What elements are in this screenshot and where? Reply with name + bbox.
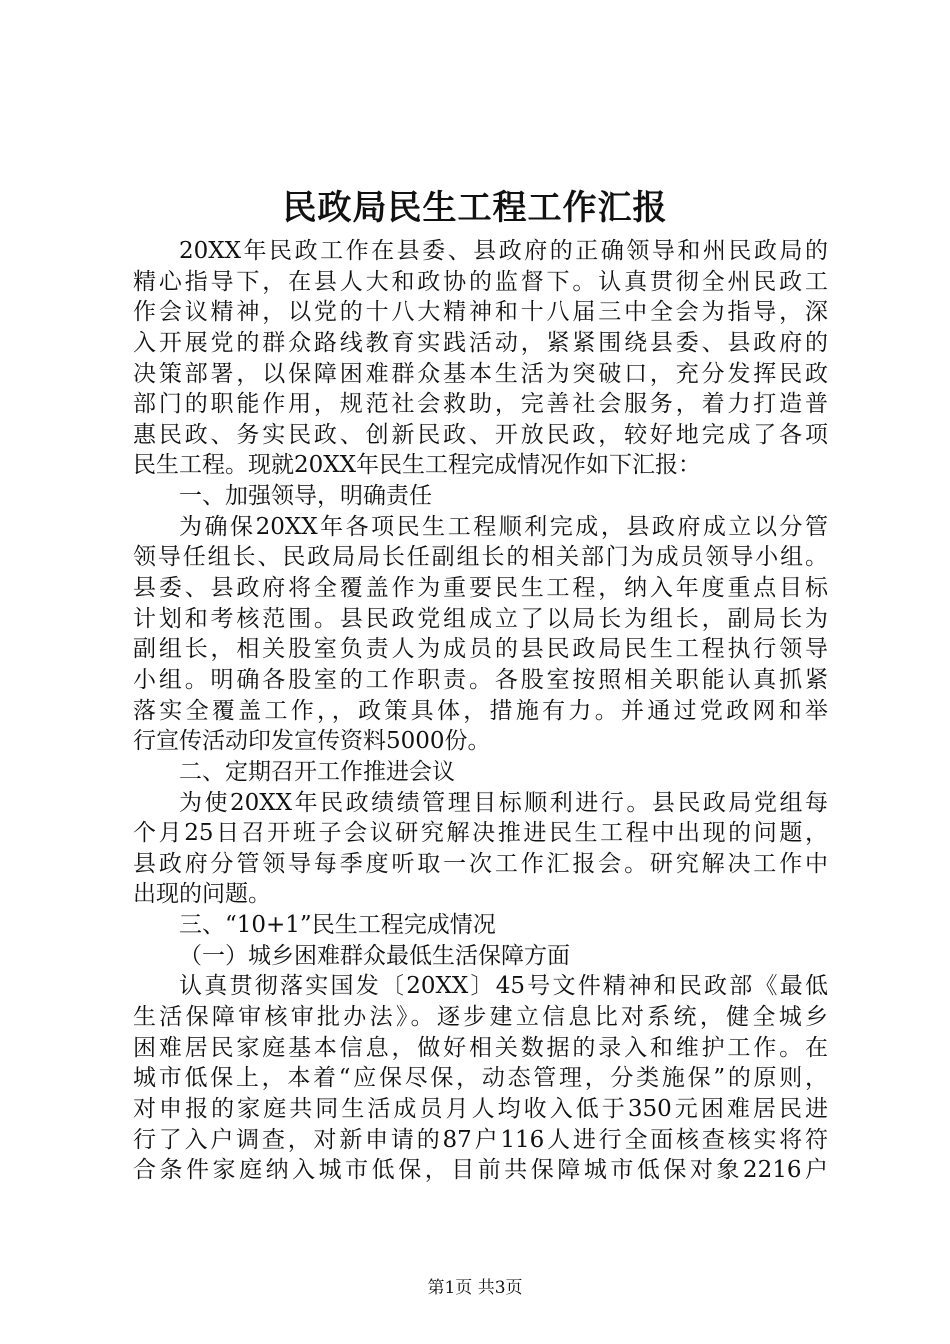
text-line: 作会议精神，以党的十八大精神和十八届三中全会为指导，深 [133,299,828,326]
text-line: 20XX年民政工作在县委、县政府的正确领导和州民政局的 [179,238,828,264]
text-line: 为确保20XX年各项民生工程顺利完成，县政府成立以分管 [179,513,828,540]
text-line: 城市低保上，本着“应保尽保，动态管理，分类施保”的原则， [133,1065,828,1092]
text-line: 为使20XX年民政绩绩管理目标顺利进行。县民政局党组每 [179,789,828,816]
text-line: 小组。明确各股室的工作职责。各股室按照相关职能认真抓紧 [133,666,828,693]
text-line: 计划和考核范围。县民政党组成立了以局长为组长，副局长为 [133,605,828,632]
text-line: 对申报的家庭共同生活成员月人均收入低于350元困难居民进 [133,1095,828,1122]
section-heading: 二、定期召开工作推进会议 [179,758,455,785]
text-line: 领导任组长、民政局局长任副组长的相关部门为成员领导小组。 [133,544,828,571]
text-line: 个月25日召开班子会议研究解决推进民生工程中出现的问题， [133,820,828,847]
text-line: 认真贯彻落实国发〔20XX〕45号文件精神和民政部《最低 [179,973,828,1000]
subsection-heading: （一）城乡困难群众最低生活保障方面 [179,942,570,969]
text-line: 行宣传活动印发宣传资料5000份。 [133,728,491,755]
text-line: 惠民政、务实民政、创新民政、开放民政，较好地完成了各项 [133,421,828,448]
text-line: 行了入户调查，对新申请的87户116人进行全面核查核实将符 [133,1126,828,1153]
document-body [133,236,828,1186]
text-line: 县委、县政府将全覆盖作为重要民生工程，纳入年度重点目标 [133,575,828,602]
text-line: 生活保障审核审批办法》。逐步建立信息比对系统，健全城乡 [133,1004,828,1031]
text-line: 合条件家庭纳入城市低保，目前共保障城市低保对象2216户 [133,1157,828,1184]
text-line: 民生工程。现就20XX年民生工程完成情况作如下汇报： [133,452,702,479]
section-heading: 三、“10+1”民生工程完成情况 [179,912,496,939]
text-line: 入开展党的群众路线教育实践活动，紧紧围绕县委、县政府的 [133,329,828,356]
text-line: 部门的职能作用，规范社会救助，完善社会服务，着力打造普 [133,391,828,418]
document-title: 民政局民生工程工作汇报 [282,188,668,228]
text-line: 出现的问题。 [133,881,271,908]
text-line: 县政府分管领导每季度听取一次工作汇报会。研究解决工作中 [133,850,828,877]
text-line: 困难居民家庭基本信息，做好相关数据的录入和维护工作。在 [133,1034,828,1061]
text-line: 副组长，相关股室负责人为成员的县民政局民生工程执行领导 [133,636,828,663]
page-number-footer: 第1页 共3页 [427,1278,523,1298]
text-line: 精心指导下，在县人大和政协的监督下。认真贯彻全州民政工 [133,268,828,295]
text-line: 决策部署，以保障困难群众基本生活为突破口，充分发挥民政 [133,360,828,387]
section-heading: 一、加强领导，明确责任 [179,483,432,510]
text-line: 落实全覆盖工作，，政策具体，措施有力。并通过党政网和举 [133,697,828,724]
